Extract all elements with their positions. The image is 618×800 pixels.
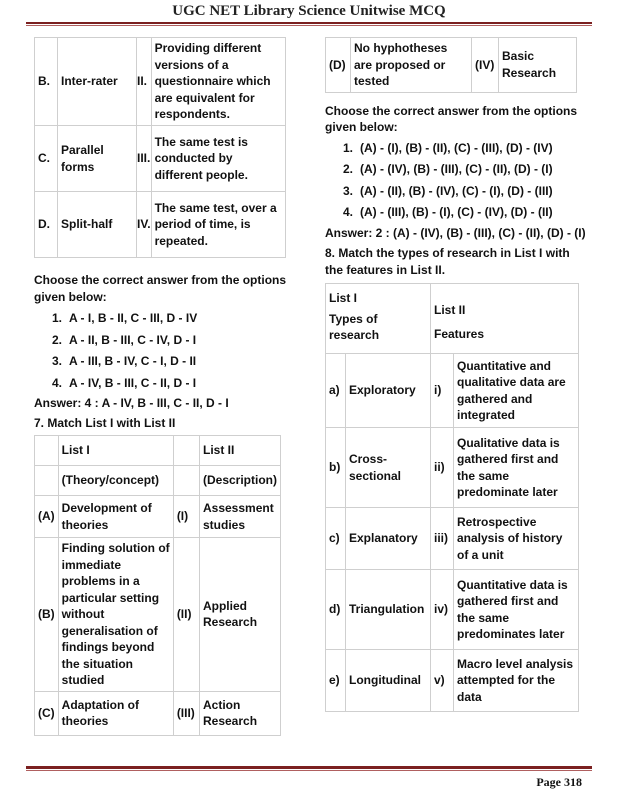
- table-cell: e): [326, 650, 346, 712]
- table-row: [326, 650, 579, 712]
- question-heading: 7. Match List I with List II: [34, 415, 176, 430]
- matching-table-q6: [34, 37, 286, 258]
- matching-table-q7-continued: [325, 37, 577, 93]
- table-cell: Inter-rater: [58, 38, 137, 126]
- footer-rule-thin: [26, 770, 592, 771]
- table-row: [326, 570, 579, 650]
- table-cell: (C): [35, 691, 59, 735]
- choose-instruction: Choose the correct answer from the options given below:: [325, 103, 578, 134]
- table-cell: ii): [431, 428, 454, 508]
- table-cell: (II): [173, 538, 199, 692]
- answer-options: [34, 310, 290, 391]
- table-cell: C.: [35, 126, 58, 192]
- page-header-title: UGC NET Library Science Unitwise MCQ: [172, 3, 446, 19]
- table-row: [35, 691, 281, 735]
- list2-subheading: Features: [434, 326, 485, 341]
- table-cell: (B): [35, 538, 59, 692]
- table-cell: Triangulation: [346, 570, 431, 650]
- table-cell: a): [326, 354, 346, 428]
- table-cell: Split-half: [58, 192, 137, 258]
- option-item: 1. (A) - (I), (B) - (II), (C) - (III), (D) - (IV): [343, 140, 553, 155]
- table-cell: List II: [199, 436, 280, 466]
- table-cell: List I: [58, 436, 173, 466]
- table-row: [35, 436, 281, 466]
- table-cell: B.: [35, 38, 58, 126]
- table-cell: (III): [173, 691, 199, 735]
- table-cell: v): [431, 650, 454, 712]
- table-cell: II.: [137, 38, 152, 126]
- table-cell: Cross-sectional: [346, 428, 431, 508]
- table-row: [35, 38, 286, 126]
- answer-text: Answer: 4 : A - IV, B - III, C - II, D - I: [34, 396, 229, 410]
- table-cell: (D): [326, 38, 351, 93]
- left-column: [34, 37, 290, 736]
- table-row: [326, 38, 577, 93]
- table-row: [326, 428, 579, 508]
- table-cell: Quantitative data is gathered first and the same predominates later: [454, 570, 579, 650]
- table-row: [326, 354, 579, 428]
- option-item: 1. A - I, B - II, C - III, D - IV: [52, 311, 198, 325]
- option-item: 2. (A) - (IV), (B) - (III), (C) - (II), (D) - (I): [343, 162, 553, 176]
- table-cell: Macro level analysis attempted for the data: [454, 650, 579, 712]
- table-cell: Action Research: [199, 691, 280, 735]
- table-cell: Longitudinal: [346, 650, 431, 712]
- header-rule: [26, 22, 592, 24]
- table-row: [35, 496, 281, 538]
- table-cell: b): [326, 428, 346, 508]
- table-cell: [35, 436, 59, 466]
- matching-table-q7: [34, 435, 281, 736]
- table-cell: Retrospective analysis of history of a unit: [454, 508, 579, 570]
- option-item: 4. A - IV, B - III, C - II, D - I: [52, 375, 197, 390]
- option-item: 4. (A) - (III), (B) - (I), (C) - (IV), (D) - (II): [343, 205, 553, 219]
- table-cell: Exploratory: [346, 354, 431, 428]
- table-row: [326, 508, 579, 570]
- table-row: [326, 284, 579, 354]
- option-item: 3. A - III, B - IV, C - I, D - II: [52, 354, 197, 368]
- option-item: 2. A - II, B - III, C - IV, D - I: [52, 332, 197, 347]
- option-item: 3. (A) - (II), (B) - (IV), (C) - (I), (D) - (III): [343, 183, 553, 198]
- choose-instruction: Choose the correct answer from the options given below:: [34, 273, 287, 304]
- table-cell: Explanatory: [346, 508, 431, 570]
- table-cell: D.: [35, 192, 58, 258]
- table-cell: Providing different versions of a questionnaire which are equivalent for respondents.: [151, 38, 285, 126]
- table-cell: Finding solution of immediate problems in a particular setting without generalisation of findings beyond the situation studied: [58, 538, 173, 692]
- table-cell: No hyphotheses are proposed or tested: [351, 38, 472, 93]
- table-cell: III.: [137, 126, 152, 192]
- table-cell: Qualitative data is gathered first and the same predominate later: [454, 428, 579, 508]
- list1-heading: List I: [329, 291, 358, 305]
- table-cell: iv): [431, 570, 454, 650]
- table-cell: Adaptation of theories: [58, 691, 173, 735]
- page-number: Page 318: [536, 775, 582, 789]
- table-cell: Parallel forms: [58, 126, 137, 192]
- table-cell: Quantitative and qualitative data are gathered and integrated: [454, 354, 579, 428]
- footer-rule: [26, 766, 592, 769]
- table-cell: Development of theories: [58, 496, 173, 538]
- table-cell: Applied Research: [199, 538, 280, 692]
- table-cell: c): [326, 508, 346, 570]
- matching-table-q8: [325, 283, 579, 712]
- table-cell: Basic Research: [499, 38, 577, 93]
- table-cell: Assessment studies: [199, 496, 280, 538]
- table-cell: (IV): [472, 38, 499, 93]
- table-cell: (Theory/concept): [58, 466, 173, 496]
- question-heading: 8. Match the types of research in List I with the features in List II.: [325, 246, 570, 277]
- table-cell: (I): [173, 496, 199, 538]
- table-cell: The same test is conducted by different people.: [151, 126, 285, 192]
- right-column: [325, 37, 587, 712]
- table-cell: IV.: [137, 192, 152, 258]
- table-cell: i): [431, 354, 454, 428]
- table-cell: d): [326, 570, 346, 650]
- header-rule-thin: [26, 25, 592, 26]
- table-cell: iii): [431, 508, 454, 570]
- table-row: [35, 466, 281, 496]
- table-row: [35, 126, 286, 192]
- table-cell: [173, 436, 199, 466]
- answer-text: Answer: 2 : (A) - (IV), (B) - (III), (C) - (II), (D) - (I): [325, 225, 586, 240]
- table-row: [35, 538, 281, 692]
- list2-heading: List II: [434, 303, 466, 317]
- table-row: [35, 192, 286, 258]
- table-cell: (Description): [199, 466, 280, 496]
- table-cell: [35, 466, 59, 496]
- table-cell: The same test, over a period of time, is repeated.: [151, 192, 285, 258]
- answer-options: [325, 140, 587, 221]
- table-header-cell: [326, 284, 431, 354]
- table-cell: [173, 466, 199, 496]
- list1-subheading: Types of research: [329, 311, 380, 342]
- table-header-cell: [431, 284, 579, 354]
- table-cell: (A): [35, 496, 59, 538]
